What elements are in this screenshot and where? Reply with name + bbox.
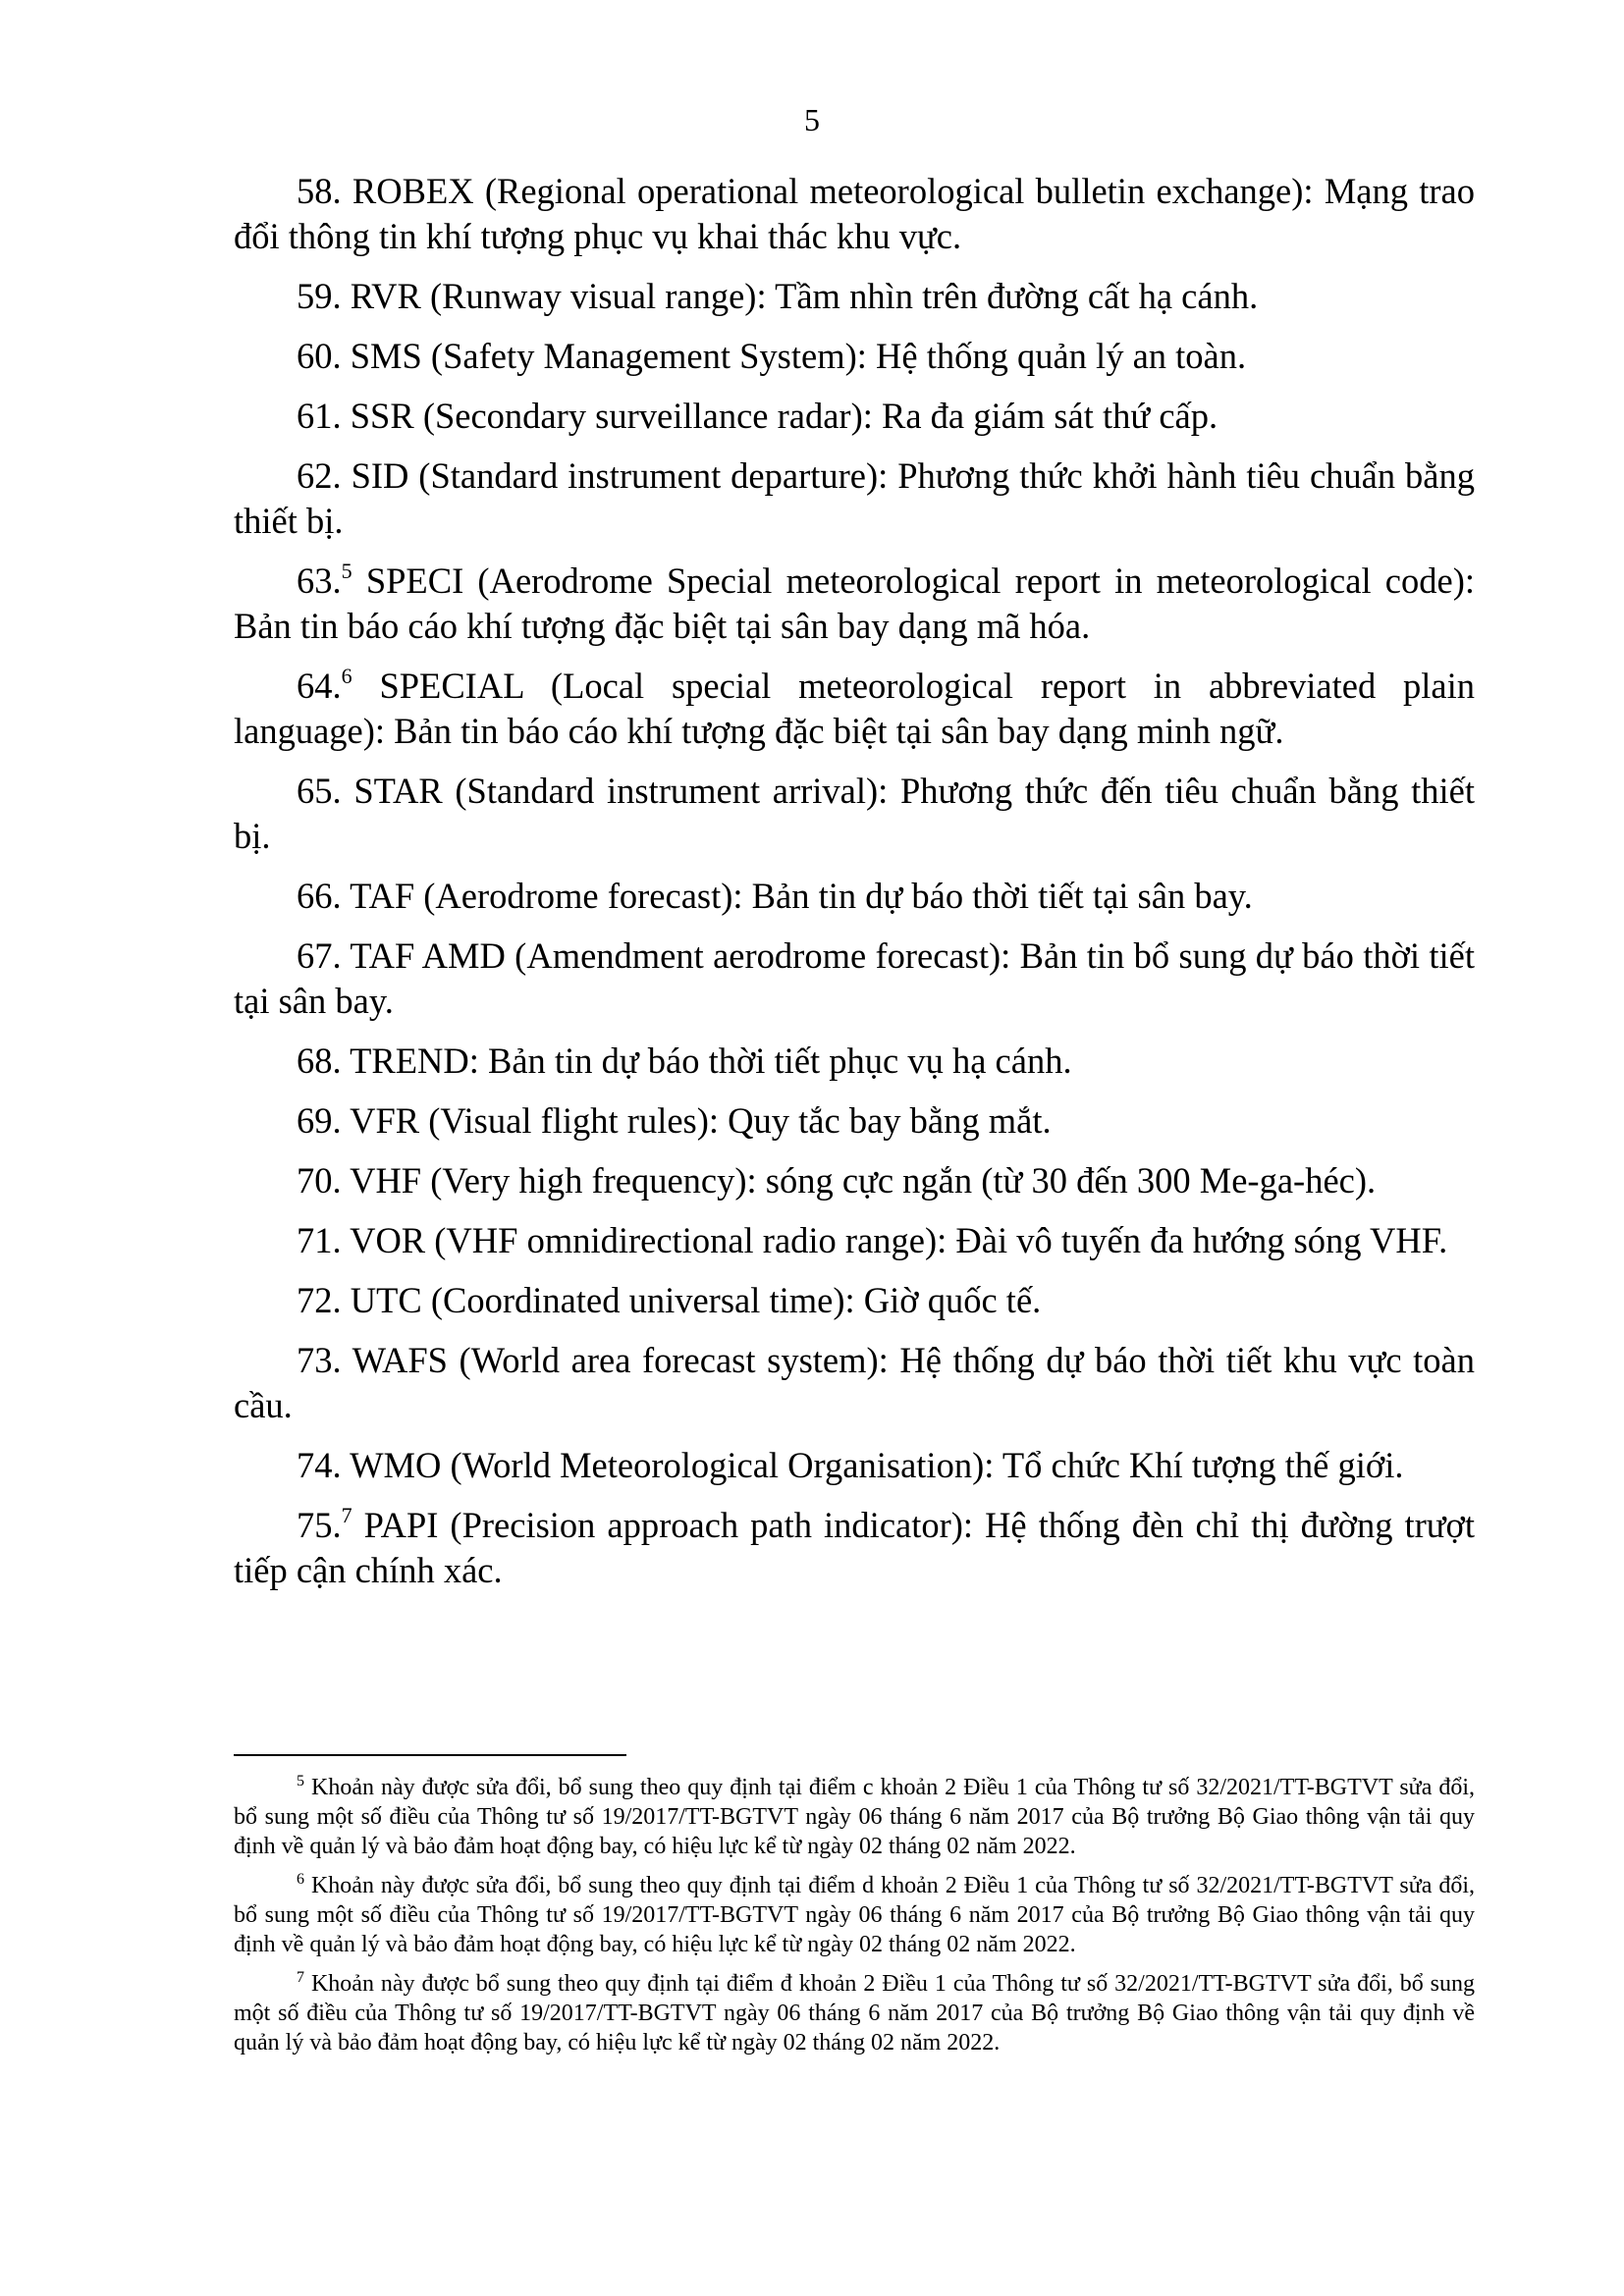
item-number: 58.: [297, 171, 342, 211]
list-item: [234, 934, 1475, 1024]
footnote-text: Khoản này được sửa đổi, bổ sung theo quy định tại điểm c khoản 2 Điều 1 của Thông tư số 32/2021/TT-BGTVT sửa đổi, bổ sung một số điều của Thông tư số 19/2017/TT-BGTVT ngày 06 tháng 6 năm 2017 của Bộ trưởng Bộ Giao thông vận tải quy định về quản lý và bảo đảm hoạt động bay, có hiệu lực kể từ ngày 02 tháng 02 năm 2022.: [234, 1775, 1476, 1859]
list-item: [234, 874, 1475, 919]
list-item: [234, 1098, 1475, 1144]
item-text: SPECIAL (Local special meteorological report in abbreviated plain language): Bản tin báo cáo khí tượng đặc biệt tại sân bay dạng minh ngữ.: [234, 666, 1476, 751]
item-text: ROBEX (Regional operational meteorological bulletin exchange): Mạng trao đổi thông tin khí tượng phục vụ khai thác khu vực.: [234, 171, 1475, 256]
item-text: SSR (Secondary surveillance radar): Ra đa giám sát thứ cấp.: [350, 396, 1218, 436]
item-number: 70.: [297, 1160, 342, 1201]
list-item: [234, 169, 1475, 259]
item-number: 66.: [297, 876, 342, 916]
list-item: [234, 1039, 1475, 1084]
item-number: 71.: [297, 1220, 342, 1260]
list-item: [234, 1218, 1475, 1263]
footnote-reference[interactable]: 7: [341, 1502, 352, 1527]
list-item: [234, 394, 1475, 439]
item-text: TAF (Aerodrome forecast): Bản tin dự báo thời tiết tại sân bay.: [350, 876, 1253, 916]
list-item: [234, 1338, 1475, 1428]
list-item: [234, 664, 1475, 754]
item-text: STAR (Standard instrument arrival): Phương thức đến tiêu chuẩn bằng thiết bị.: [234, 771, 1475, 856]
footnote-text: Khoản này được bổ sung theo quy định tại điểm đ khoản 2 Điều 1 của Thông tư số 32/2021/TT-BGTVT sửa đổi, bổ sung một số điều của Thông tư số 19/2017/TT-BGTVT ngày 06 tháng 6 năm 2017 của Bộ trưởng Bộ Giao thông vận tải quy định về quản lý và bảo đảm hoạt động bay, có hiệu lực kể từ ngày 02 tháng 02 năm 2022.: [234, 1971, 1476, 2056]
list-item: [234, 559, 1475, 649]
item-text: WMO (World Meteorological Organisation): Tổ chức Khí tượng thế giới.: [350, 1445, 1404, 1485]
footnote: [234, 1871, 1475, 1959]
item-number: 69.: [297, 1100, 342, 1141]
item-number: 59.: [297, 276, 342, 316]
footnotes: [234, 1773, 1475, 2067]
footnote-mark: 7: [297, 1969, 304, 1986]
list-item: [234, 1278, 1475, 1323]
item-text: SMS (Safety Management System): Hệ thống quản lý an toàn.: [350, 336, 1247, 376]
footnote-mark: 5: [297, 1773, 304, 1789]
page-number: 5: [804, 102, 820, 137]
item-text: RVR (Runway visual range): Tầm nhìn trên đường cất hạ cánh.: [350, 276, 1259, 316]
item-number: 64.: [297, 666, 342, 706]
list-item: [234, 1158, 1475, 1203]
abbreviation-list: [234, 169, 1475, 1608]
list-item: [234, 769, 1475, 859]
footnote-text: Khoản này được sửa đổi, bổ sung theo quy định tại điểm d khoản 2 Điều 1 của Thông tư số 32/2021/TT-BGTVT sửa đổi, bổ sung một số điều của Thông tư số 19/2017/TT-BGTVT ngày 06 tháng 6 năm 2017 của Bộ trưởng Bộ Giao thông vận tải quy định về quản lý và bảo đảm hoạt động bay, có hiệu lực kể từ ngày 02 tháng 02 năm 2022.: [234, 1873, 1476, 1957]
item-text: VOR (VHF omnidirectional radio range): Đài vô tuyến đa hướng sóng VHF.: [350, 1220, 1448, 1260]
item-number: 73.: [297, 1340, 342, 1380]
item-number: 72.: [297, 1280, 342, 1320]
item-text: PAPI (Precision approach path indicator): Hệ thống đèn chỉ thị đường trượt tiếp cận chính xác.: [234, 1505, 1475, 1590]
item-text: VFR (Visual flight rules): Quy tắc bay bằng mắt.: [350, 1100, 1052, 1141]
item-text: VHF (Very high frequency): sóng cực ngắn (từ 30 đến 300 Me-ga-héc).: [350, 1160, 1377, 1201]
item-number: 68.: [297, 1041, 342, 1081]
item-number: 63.: [297, 561, 342, 601]
item-number: 74.: [297, 1445, 342, 1485]
item-text: SID (Standard instrument departure): Phương thức khởi hành tiêu chuẩn bằng thiết bị.: [234, 455, 1476, 541]
footnote-mark: 6: [297, 1871, 304, 1888]
item-number: 60.: [297, 336, 342, 376]
list-item: [234, 1443, 1475, 1488]
item-text: SPECI (Aerodrome Special meteorological report in meteorological code): Bản tin báo cáo khí tượng đặc biệt tại sân bay dạng mã hóa.: [234, 561, 1475, 646]
list-item: [234, 454, 1475, 544]
footnote: [234, 1969, 1475, 2057]
footnote: [234, 1773, 1475, 1861]
item-number: 67.: [297, 935, 342, 976]
item-text: TAF AMD (Amendment aerodrome forecast): Bản tin bổ sung dự báo thời tiết tại sân bay.: [234, 935, 1475, 1021]
item-text: TREND: Bản tin dự báo thời tiết phục vụ hạ cánh.: [350, 1041, 1072, 1081]
item-number: 61.: [297, 396, 342, 436]
footnote-reference[interactable]: 6: [341, 663, 352, 688]
footnote-reference[interactable]: 5: [341, 558, 352, 583]
list-item: [234, 274, 1475, 319]
footnote-separator: [234, 1754, 626, 1756]
item-number: 62.: [297, 455, 342, 496]
item-text: UTC (Coordinated universal time): Giờ quốc tế.: [350, 1280, 1042, 1320]
item-number: 65.: [297, 771, 342, 811]
list-item: [234, 1503, 1475, 1593]
item-number: 75.: [297, 1505, 342, 1545]
list-item: [234, 334, 1475, 379]
item-text: WAFS (World area forecast system): Hệ thống dự báo thời tiết khu vực toàn cầu.: [234, 1340, 1475, 1425]
